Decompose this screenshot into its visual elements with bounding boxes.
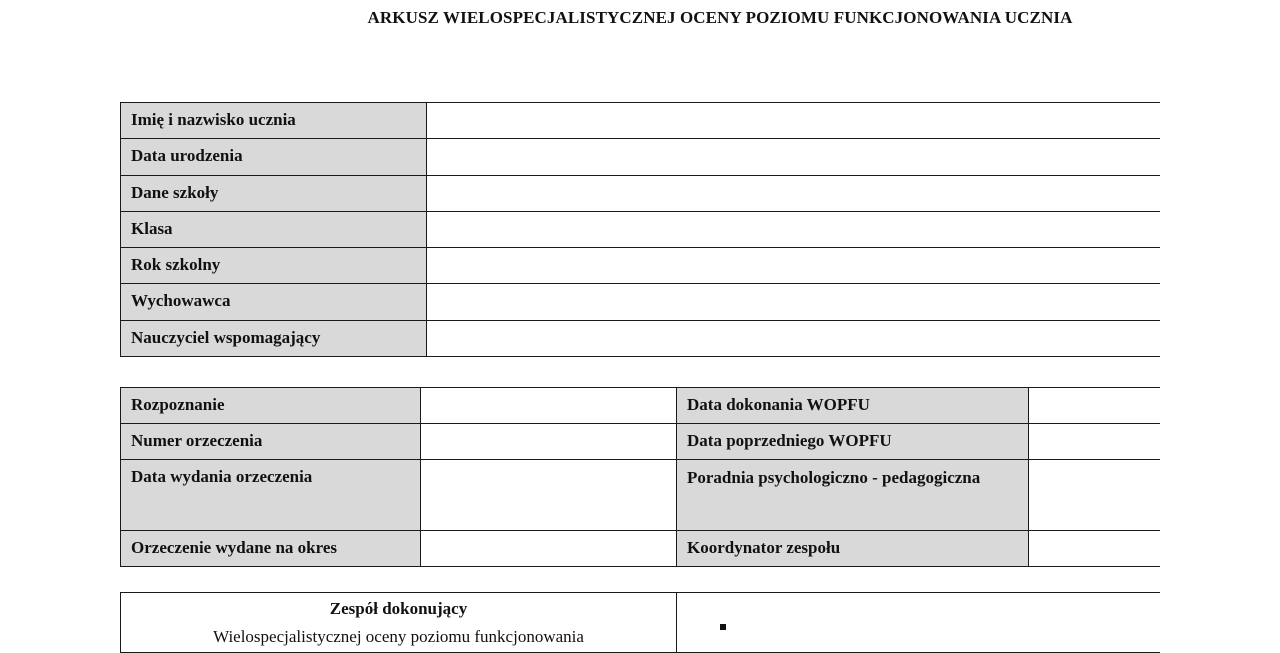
value-field[interactable] <box>421 424 677 460</box>
value-field[interactable] <box>427 103 1161 139</box>
table-row <box>121 284 1161 320</box>
value-field[interactable] <box>427 248 1161 284</box>
row-label: Orzeczenie wydane na okres <box>121 531 421 567</box>
table-row <box>121 593 1161 653</box>
table-row <box>121 175 1161 211</box>
row-label: Poradnia psychologiczno - pedagogiczna <box>677 460 1029 531</box>
value-field[interactable] <box>427 284 1161 320</box>
document-title: ARKUSZ WIELOSPECJALISTYCZNEJ OCENY POZIOMU FUNKCJONOWANIA UCZNIA <box>367 8 1073 27</box>
row-label: Rok szkolny <box>121 248 427 284</box>
value-field[interactable] <box>421 388 677 424</box>
value-field[interactable] <box>421 531 677 567</box>
team-subheading: Wielospecjalistycznej oceny poziomu funkcjonowania <box>213 627 584 646</box>
table-row <box>121 320 1161 356</box>
diagnosis-details-table <box>120 387 1160 567</box>
bullet-point <box>720 624 726 630</box>
value-field[interactable] <box>427 139 1161 175</box>
row-label: Data poprzedniego WOPFU <box>677 424 1029 460</box>
team-heading-cell <box>121 593 677 653</box>
row-label: Nauczyciel wspomagający <box>121 320 427 356</box>
value-field[interactable] <box>1029 424 1161 460</box>
table-row <box>121 103 1161 139</box>
table-row <box>121 388 1161 424</box>
table-row <box>121 211 1161 247</box>
row-label: Koordynator zespołu <box>677 531 1029 567</box>
row-label: Data urodzenia <box>121 139 427 175</box>
student-info-table <box>120 102 1160 357</box>
assessment-team-table <box>120 592 1160 653</box>
value-field[interactable] <box>427 320 1161 356</box>
row-label: Wychowawca <box>121 284 427 320</box>
row-label: Dane szkoły <box>121 175 427 211</box>
table-row <box>121 139 1161 175</box>
value-field[interactable] <box>427 175 1161 211</box>
team-members-field[interactable] <box>677 593 1161 653</box>
value-field[interactable] <box>427 211 1161 247</box>
row-label: Data dokonania WOPFU <box>677 388 1029 424</box>
row-label: Klasa <box>121 211 427 247</box>
row-label: Data wydania orzeczenia <box>121 460 421 531</box>
team-heading: Zespół dokonujący <box>329 599 468 618</box>
table-row <box>121 248 1161 284</box>
table-row <box>121 531 1161 567</box>
row-label: Imię i nazwisko ucznia <box>121 103 427 139</box>
value-field[interactable] <box>1029 388 1161 424</box>
table-row <box>121 460 1161 531</box>
table-row <box>121 424 1161 460</box>
value-field[interactable] <box>421 460 677 531</box>
row-label: Rozpoznanie <box>121 388 421 424</box>
value-field[interactable] <box>1029 531 1161 567</box>
row-label: Numer orzeczenia <box>121 424 421 460</box>
value-field[interactable] <box>1029 460 1161 531</box>
